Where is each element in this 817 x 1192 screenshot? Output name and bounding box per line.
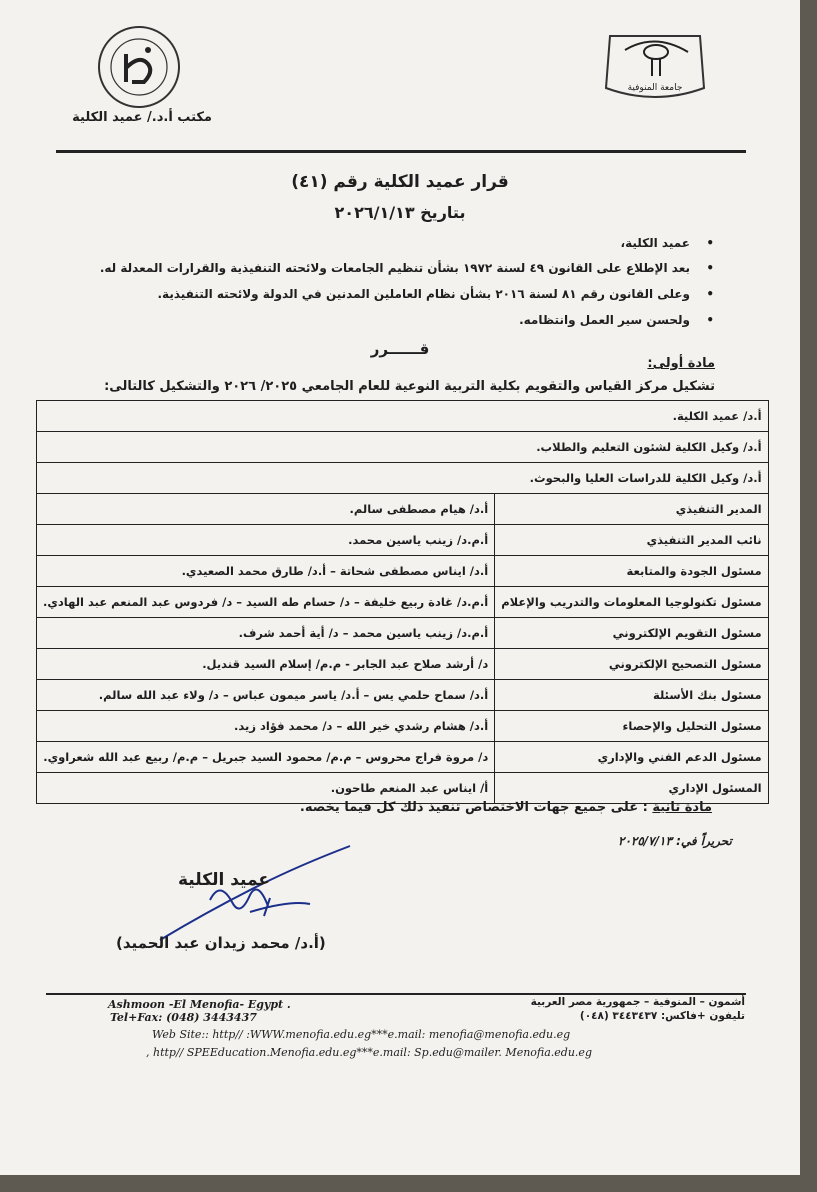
decides-heading: قــــــرر: [370, 340, 430, 358]
role-cell: مسئول بنك الأسئلة: [495, 680, 768, 711]
article-two: [300, 800, 712, 815]
members-cell: أ/ ايناس عبد المنعم طاحون.: [37, 773, 495, 804]
table-row: [37, 742, 769, 773]
members-cell: د/ أرشد صلاح عبد الجابر - م.م/ إسلام السيد قنديل.: [37, 649, 495, 680]
members-cell: أ.م.د/ غادة ربيع خليفة – د/ حسام طه السيد – د/ فردوس عبد المنعم عبد الهادي.: [37, 587, 495, 618]
head-member: أ.د/ وكيل الكلية لشئون التعليم والطلاب.: [37, 432, 769, 463]
members-cell: أ.م.د/ زينب ياسين محمد.: [37, 525, 495, 556]
table-row: [37, 711, 769, 742]
table-row: [37, 773, 769, 804]
table-row: [37, 680, 769, 711]
committee-table: [36, 400, 769, 804]
article-one-text: تشكيل مركز القياس والتقويم بكلية التربية النوعية للعام الجامعي ٢٠٢٥/ ٢٠٢٦ والتشكيل كالتالى:: [104, 379, 715, 394]
tel-en: Tel+Fax: (048) 3443437: [110, 1011, 257, 1024]
members-cell: أ.د/ هيام مصطفى سالم.: [37, 494, 495, 525]
role-cell: نائب المدير التنفيذي: [495, 525, 768, 556]
members-cell: أ.د/ هشام رشدي خير الله – د/ محمد فؤاد زيد.: [37, 711, 495, 742]
address-ar: أشمون – المنوفية – جمهورية مصر العربية: [530, 996, 745, 1008]
role-cell: مسئول التقويم الإلكتروني: [495, 618, 768, 649]
dean-label: عميد الكلية: [178, 870, 270, 890]
members-cell: أ.د/ سماح حلمي يس – أ.د/ ياسر ميمون عباس – د/ ولاء عبد الله سالم.: [37, 680, 495, 711]
preamble-item: • بعد الإطلاع على القانون ٤٩ لسنة ١٩٧٢ بشأن تنظيم الجامعات ولائحته التنفيذية والقرارات المعدلة له.: [100, 261, 690, 275]
table-row: [37, 525, 769, 556]
head-member: أ.د/ وكيل الكلية للدراسات العليا والبحوث.: [37, 463, 769, 494]
article-two-text: : على جميع جهات الاختصاص تنفيذ ذلك كل فيما يخصه.: [299, 800, 648, 815]
table-row: [37, 618, 769, 649]
role-cell: مسئول الجودة والمتابعة: [495, 556, 768, 587]
role-cell: المدير التنفيذي: [495, 494, 768, 525]
faculty-seal-icon: [96, 24, 182, 110]
dean-office-label: مكتب أ.د./ عميد الكلية: [72, 110, 212, 125]
address-en: Ashmoon -El Menofia- Egypt .: [108, 998, 291, 1011]
website-line-2: , http// SPEEducation.Menofia.edu.eg***e.mail: Sp.edu@mailer. Menofia.edu.eg: [146, 1046, 592, 1059]
university-logo-text: جامعة المنوفية: [627, 83, 683, 93]
dean-name: (أ.د/ محمد زيدان عبد الحميد): [116, 934, 326, 952]
members-cell: أ.م.د/ زينب ياسين محمد – د/ أية أحمد شرف.: [37, 618, 495, 649]
written-date: تحريراً في: ٢٠٢٥/٧/١٣: [618, 834, 732, 848]
article-one-label: مادة أولى:: [647, 356, 715, 371]
article-two-label: مادة ثانية: [652, 800, 712, 815]
table-row: [37, 649, 769, 680]
role-cell: مسئول التحليل والإحصاء: [495, 711, 768, 742]
preamble-item: • عميد الكلية،: [621, 236, 690, 250]
members-cell: أ.د/ ايناس مصطفى شحاتة – أ.د/ طارق محمد الصعيدي.: [37, 556, 495, 587]
university-logo-icon: [600, 28, 710, 106]
header-divider: [56, 150, 746, 153]
footer-divider: [46, 993, 746, 995]
table-row: [37, 556, 769, 587]
table-row: [37, 463, 769, 494]
role-cell: مسئول تكنولوجيا المعلومات والتدريب والإعلام: [495, 587, 768, 618]
members-cell: د/ مروة فراج محروس – م.م/ محمود السيد جبريل – م.م/ ربيع عبد الله شعراوي.: [37, 742, 495, 773]
tel-ar: تليفون +فاكس: ٣٤٤٣٤٣٧ (٠٤٨): [579, 1010, 745, 1022]
decision-title: قرار عميد الكلية رقم (٤١): [291, 172, 509, 192]
role-cell: مسئول الدعم الفني والإداري: [495, 742, 768, 773]
website-line-1: Web Site:: http// :WWW.menofia.edu.eg***e.mail: menofia@menofia.edu.eg: [152, 1028, 571, 1041]
head-member: أ.د/ عميد الكلية.: [37, 401, 769, 432]
table-row: [37, 401, 769, 432]
role-cell: مسئول التصحيح الإلكتروني: [495, 649, 768, 680]
table-row: [37, 432, 769, 463]
table-row: [37, 587, 769, 618]
decision-date: بتاريخ ٢٠٢٦/١/١٣: [334, 203, 466, 222]
role-cell: المسئول الإداري: [495, 773, 768, 804]
preamble-item: • ولحسن سير العمل وانتظامه.: [519, 313, 690, 327]
table-row: [37, 494, 769, 525]
preamble-item: • وعلى القانون رقم ٨١ لسنة ٢٠١٦ بشأن نظام العاملين المدنين في الدولة ولائحته التنفيذية.: [158, 287, 691, 301]
